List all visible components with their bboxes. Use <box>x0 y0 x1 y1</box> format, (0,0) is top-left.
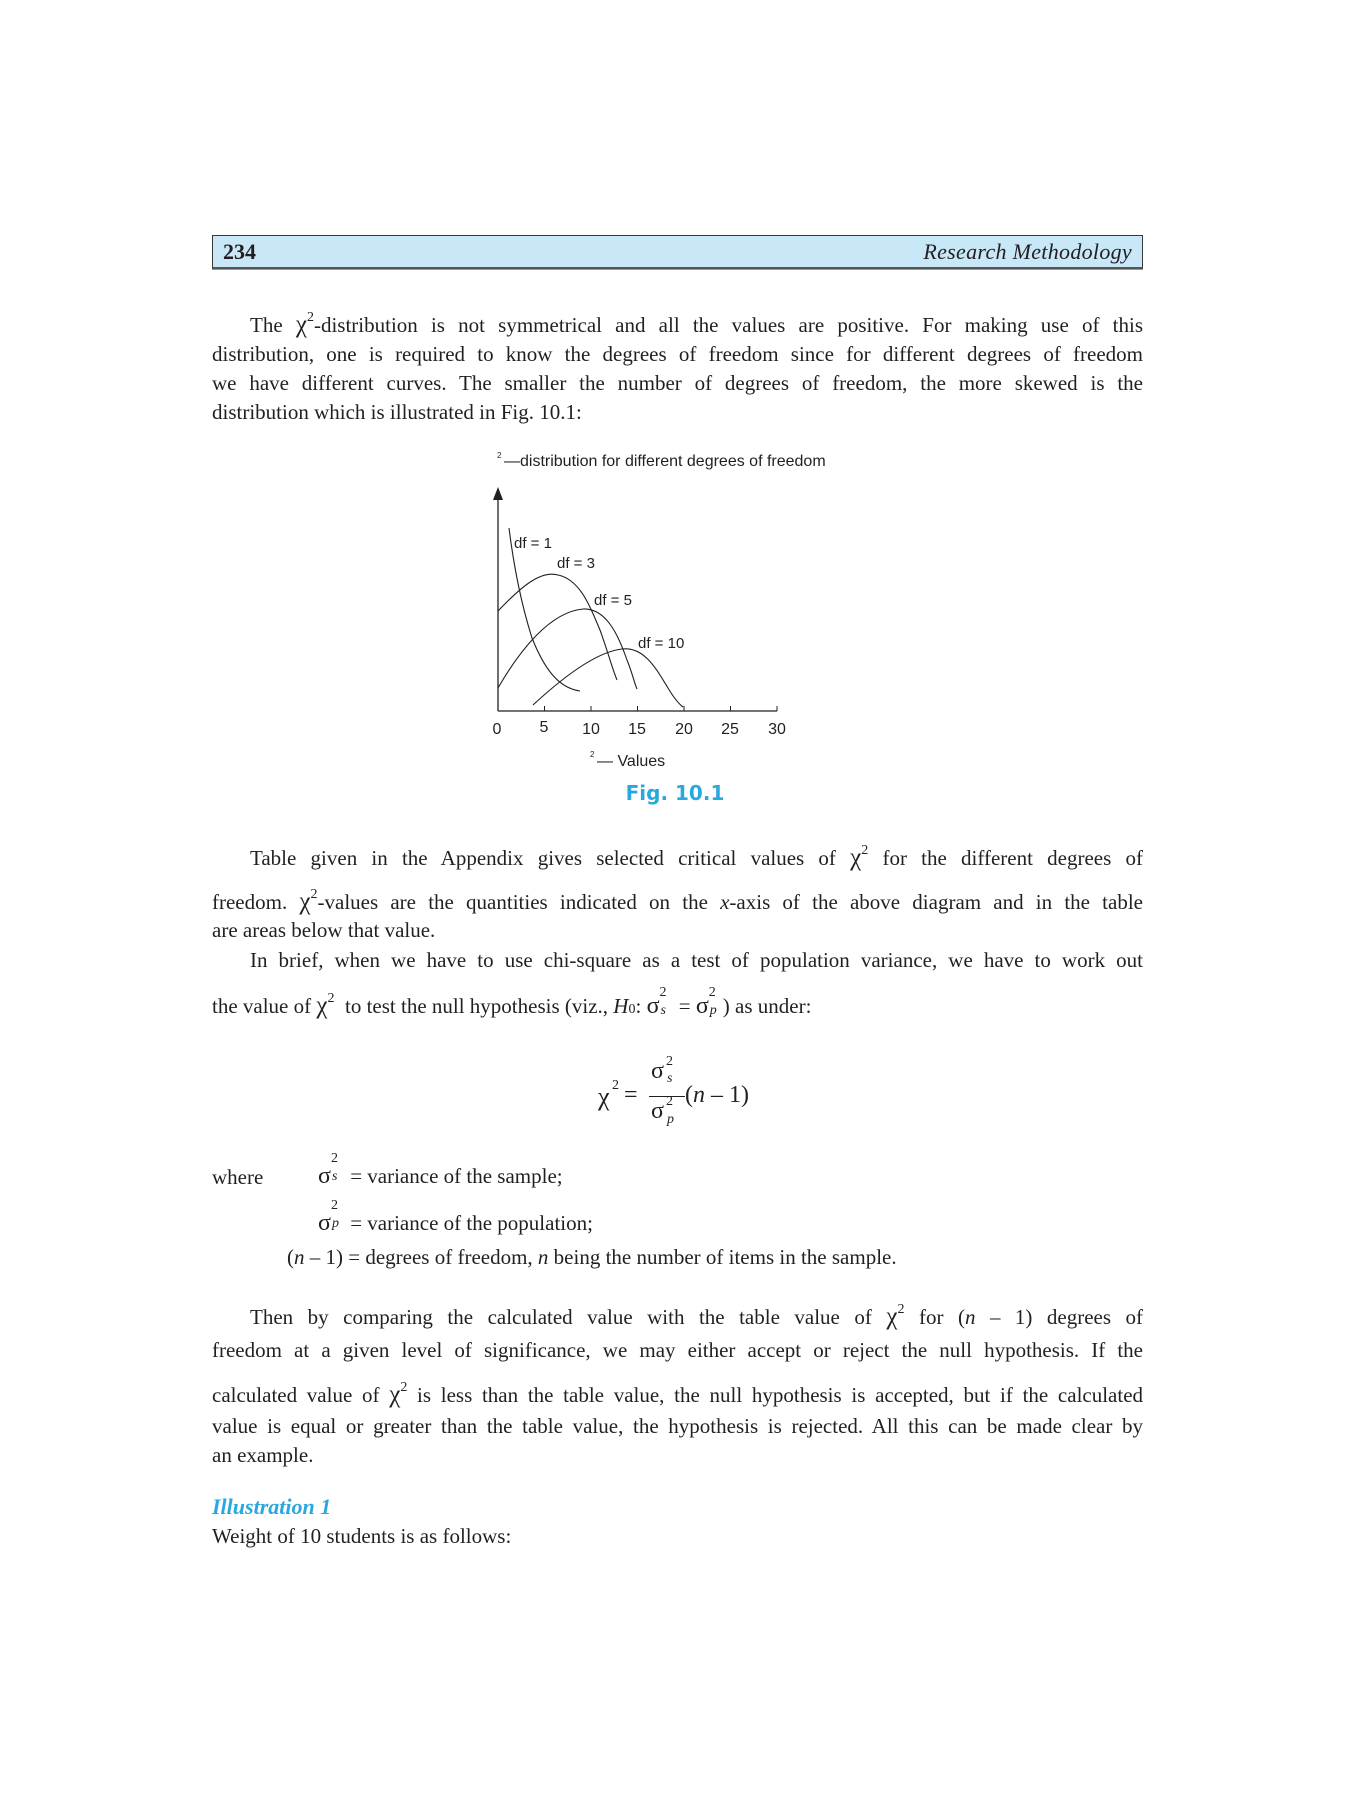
page-number: 234 <box>223 239 256 264</box>
text-line: are areas below that value. <box>212 918 436 942</box>
figure-caption: Fig. 10.1 <box>625 781 725 805</box>
running-head-title: Research Methodology <box>923 239 1132 264</box>
illustration-text: Weight of 10 students is as follows: <box>212 1524 512 1548</box>
y-axis <box>493 487 503 711</box>
text-line: the value of $\chi^2$ to test the null hypothesis (viz., H0: σ 2 s = σ 2 p ) as under: <box>212 985 812 1019</box>
label-df-5: df = 5 <box>594 592 632 609</box>
x-axis <box>498 706 777 711</box>
text-line: distribution, one is required to know the degrees of freedom since for different degrees of freedom <box>212 342 1143 366</box>
chart-title: —distribution for different degrees of freedom <box>504 453 826 470</box>
text-line: Then by comparing the calculated value with the table value of $\chi^2$ for (n – 1) degrees of <box>250 1302 1144 1330</box>
text-line: value is equal or greater than the table value, the hypothesis is rejected. All this can be made clear by <box>212 1414 1143 1438</box>
curve-df-1 <box>509 528 580 691</box>
text-line: Table given in the Appendix gives selected critical values of $\chi^2$ for the different degrees of <box>250 843 1143 871</box>
text-line: freedom. $\chi^2$-values are the quantities indicated on the x-axis of the above diagram and in the table <box>212 887 1143 915</box>
svg-text:30: 30 <box>768 721 786 738</box>
label-df-3: df = 3 <box>557 555 595 572</box>
chi-symbol: χ <box>295 311 307 338</box>
label-df-1: df = 1 <box>514 535 552 552</box>
text-line: distribution which is illustrated in Fig. 10.1: <box>212 400 582 424</box>
x-axis-label: — Values <box>597 753 666 770</box>
text-line: an example. <box>212 1443 314 1467</box>
text-line: freedom at a given level of significance, we may either accept or reject the null hypothesis. If the <box>212 1338 1143 1362</box>
definition-degrees-of-freedom: (n – 1) = degrees of freedom, n being the number of items in the sample. <box>287 1245 897 1269</box>
definition-population-variance: σ 2 p = variance of the population; <box>318 1198 593 1236</box>
x-tick-labels <box>493 719 786 738</box>
running-header <box>212 235 1143 269</box>
text-line: we have different curves. The smaller the number of degrees of freedom, the more skewed is the <box>212 371 1143 395</box>
svg-text:15: 15 <box>628 721 646 738</box>
text-line: The $\chi^2$-distribution is not symmetrical and all the values are positive. For making use of this <box>250 310 1143 338</box>
svg-text:0: 0 <box>492 721 502 738</box>
curve-labels <box>514 535 684 652</box>
svg-text:5: 5 <box>539 719 549 736</box>
text-line: calculated value of $\chi^2$ is less than the table value, the null hypothesis is accepted, but if the calculated <box>212 1380 1144 1408</box>
svg-text:10: 10 <box>582 721 600 738</box>
chart-title-sup: 2 <box>497 451 502 460</box>
curve-df-3 <box>498 574 617 680</box>
illustration-title: Illustration 1 <box>212 1494 332 1519</box>
chi-square-formula: χ 2 = σ 2 s σ 2 p (n – 1) <box>598 1054 749 1127</box>
svg-text:25: 25 <box>721 721 739 738</box>
x-axis-label-sup: 2 <box>590 750 595 759</box>
arrow-up-icon <box>493 487 503 500</box>
text-line: In brief, when we have to use chi-square as a test of population variance, we have to work out <box>250 948 1143 972</box>
svg-text:20: 20 <box>675 721 693 738</box>
chi-square-chart <box>440 440 880 780</box>
where-label: where <box>212 1165 264 1189</box>
label-df-10: df = 10 <box>638 635 685 652</box>
definition-sample-variance: σ 2 s = variance of the sample; <box>318 1151 563 1189</box>
